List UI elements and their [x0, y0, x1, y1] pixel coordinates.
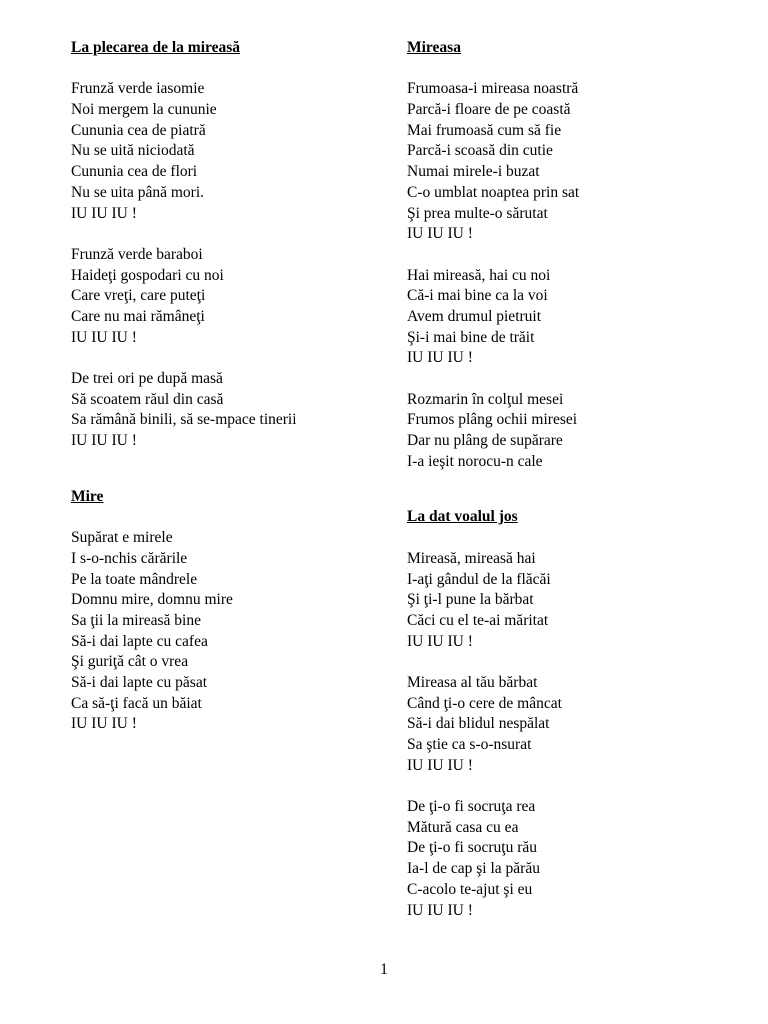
verse-line: Frunză verde iasomie — [71, 80, 205, 98]
verse-line: IU IU IU ! — [407, 225, 473, 243]
poem-title: La dat voalul jos — [407, 508, 518, 526]
verse-line: IU IU IU ! — [407, 349, 473, 367]
poem-title: La plecarea de la mireasă — [71, 39, 241, 56]
verse-line: Domnu mire, domnu mire — [71, 591, 233, 609]
verse-line: Noi mergem la cununie — [71, 101, 217, 119]
stanza — [407, 390, 747, 473]
page-number: 1 — [380, 961, 388, 978]
verse-line: Să-i dai blidul nespălat — [407, 715, 550, 733]
poem-title: Mire — [71, 487, 104, 505]
verse-line: Supărat e mirele — [71, 529, 173, 547]
stanza-gap — [71, 348, 391, 369]
verse-line: Sa rămână binili, să se-mpace tinerii — [71, 411, 297, 429]
verse-line: IU IU IU ! — [407, 756, 473, 774]
title-gap — [71, 59, 391, 80]
verse-line: C-o umblat noaptea prin sat — [407, 183, 580, 201]
stanza — [407, 549, 747, 652]
verse-line: Care nu mai rămâneţi — [71, 307, 205, 325]
stanza — [407, 673, 747, 776]
verse-line: Haideţi gospodari cu noi — [71, 266, 224, 284]
verse-line: Mai frumoasă cum să fie — [407, 121, 562, 139]
verse-line: Dar nu plâng de supărare — [407, 432, 563, 450]
verse-line: Avem drumul pietruit — [407, 307, 542, 325]
verse-line: Nu se uită niciodată — [71, 142, 195, 160]
verse-line: Să-i dai lapte cu păsat — [71, 673, 208, 691]
verse-line: Şi ţi-l pune la bărbat — [407, 591, 534, 609]
verse-line: IU IU IU ! — [71, 328, 137, 346]
verse-line: IU IU IU ! — [71, 715, 137, 733]
verse-line: I-a ieşit norocu-n cale — [407, 452, 543, 470]
verse-line: Rozmarin în colţul mesei — [407, 390, 564, 408]
verse-line: De ţi-o fi socruţa rea — [407, 798, 536, 816]
verse-line: IU IU IU ! — [71, 204, 137, 222]
verse-line: Cununia cea de flori — [71, 163, 198, 181]
verse-line: C-acolo te-ajut şi eu — [407, 880, 533, 898]
verse-line: Pe la toate mândrele — [71, 570, 198, 588]
verse-line: I s-o-nchis cărările — [71, 549, 188, 567]
title-gap — [407, 59, 747, 80]
verse-line: Nu se uita până mori. — [71, 183, 205, 201]
stanza-gap — [407, 369, 747, 390]
verse-line: Frunză verde baraboi — [71, 245, 203, 263]
stanza-gap — [407, 652, 747, 673]
verse-line: Cununia cea de piatră — [71, 121, 206, 139]
right-column — [407, 38, 747, 921]
verse-line: Să scoatem răul din casă — [71, 390, 224, 408]
stanza — [407, 797, 747, 921]
verse-line: I-aţi gândul de la flăcăi — [407, 570, 551, 588]
verse-line: Mătură casa cu ea — [407, 818, 519, 836]
verse-line: Parcă-i floare de pe coastă — [407, 101, 571, 119]
verse-line: Hai mireasă, hai cu noi — [407, 266, 551, 284]
verse-line: Sa ţii la mireasă bine — [71, 611, 201, 629]
verse-line: Frumos plâng ochii miresei — [407, 411, 578, 429]
verse-line: Mireasă, mireasă hai — [407, 549, 536, 567]
stanza-gap — [407, 776, 747, 797]
verse-line: Să-i dai lapte cu cafea — [71, 632, 208, 650]
stanza — [71, 79, 391, 224]
stanza-gap — [71, 224, 391, 245]
verse-line: De ţi-o fi socruţu rău — [407, 839, 537, 857]
stanza — [71, 528, 391, 735]
title-gap — [407, 528, 747, 549]
verse-line: Sa ştie ca s-o-nsurat — [407, 736, 532, 753]
verse-line: IU IU IU ! — [407, 632, 473, 650]
verse-line: Parcă-i scoasă din cutie — [407, 142, 553, 160]
verse-line: Căci cu el te-ai măritat — [407, 611, 549, 629]
stanza — [71, 245, 391, 348]
poem-title: Mireasa — [407, 39, 461, 56]
verse-line: Care vreţi, care puteţi — [71, 287, 206, 305]
stanza — [71, 369, 391, 452]
stanza — [407, 266, 747, 369]
verse-line: Ca să-ţi facă un băiat — [71, 694, 202, 712]
verse-line: Când ţi-o cere de mâncat — [407, 694, 562, 712]
stanza — [407, 79, 747, 245]
poem-separator — [407, 472, 747, 507]
verse-line: Ia-l de cap şi la părău — [407, 860, 540, 878]
verse-line: Că-i mai bine ca la voi — [407, 287, 548, 305]
verse-line: Şi guriţă cât o vrea — [71, 653, 189, 671]
verse-line: IU IU IU ! — [71, 432, 137, 450]
verse-line: De trei ori pe după masă — [71, 370, 223, 387]
title-gap — [71, 507, 391, 528]
verse-line: Numai mirele-i buzat — [407, 163, 540, 181]
verse-line: Mireasa al tău bărbat — [407, 673, 538, 691]
verse-line: IU IU IU ! — [407, 901, 473, 919]
verse-line: Şi prea multe-o sărutat — [407, 204, 548, 222]
poem-separator — [71, 452, 391, 487]
left-column — [71, 38, 391, 735]
verse-line: Frumoasa-i mireasa noastră — [407, 80, 579, 98]
verse-line: Şi-i mai bine de trăit — [407, 328, 535, 346]
stanza-gap — [407, 245, 747, 266]
